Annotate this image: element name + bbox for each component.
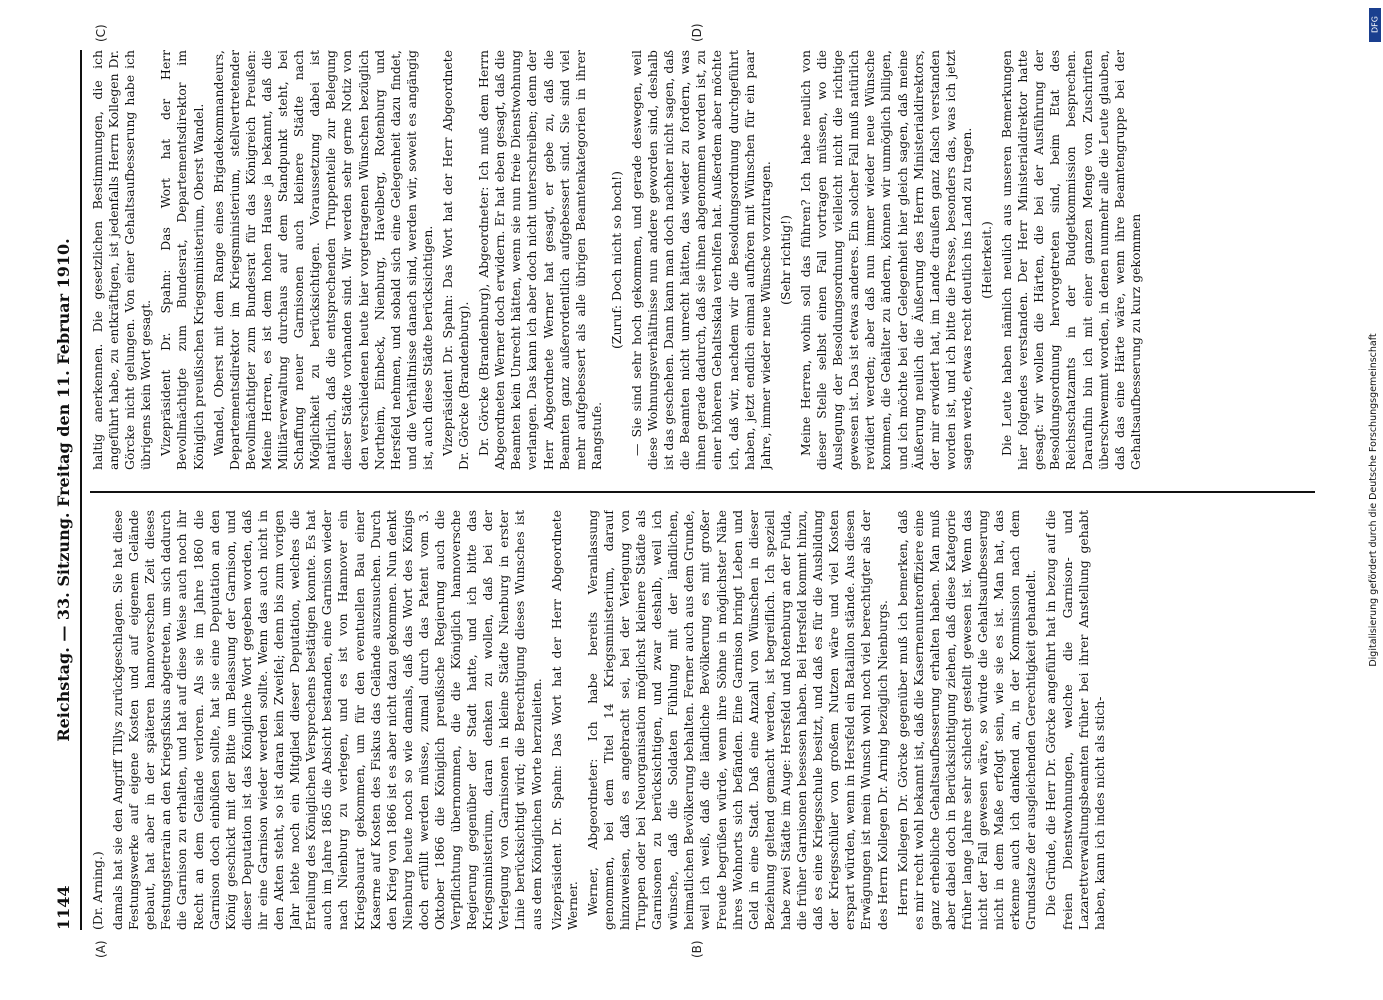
paragraph: Die Leute haben nämlich neulich aus unseren Bemerkungen hier folgendes verstanden. Der Herr Ministerialdirektor hatte gesagt: wir wollen die Härten, die bei der Ausführung der Besoldungsordnung hervorgetreten sind, beim Etat des Reichsschatzamts in der Budgetkommission besprechen. Daraufhin bin ich mit einer ganzen Menge von Zuschriften überschwemmt worden, in denen nunmehr alle die Leute glauben, daß das eine Härte wäre, wenn ihre Beamtengruppe bei der Gehaltsaufbesserung zu kurz gekommen xyxy=(999,50,1143,470)
left-column xyxy=(90,510,1315,930)
margin-marker-d: (D) xyxy=(690,23,704,42)
column-divider xyxy=(90,491,1315,493)
paragraph: Meine Herren, wohin soll das führen? Ich habe neulich von dieser Stelle selbst einen Fall vortragen müssen, wo die Auslegung der Besoldungsordnung vielleicht nicht die richtige gewesen ist. Das ist etwas anderes. Ein solcher Fall muß natürlich revidiert werden; aber daß nun immer wieder neue Wünsche kommen, die Gehälter zu ändern, können wir unmöglich billigen, und ich möchte bei der Gelegenheit hier gleich sagen, daß meine Äußerung neulich die Äußerung des Herrn Ministerialdirektors, der mir erwidert hat, im Lande draußen ganz falsch verstanden worden ist, und ich bitte die Presse, besonders das, was ich jetzt sagen werde, etwas recht deutlich ins Land zu tragen. xyxy=(797,50,974,470)
paragraph: damals hat sie den Angriff Tillys zurückgeschlagen. Sie hat diese Festungswerke auf eigene Kosten und auf eigenem Gelände gebaut, hat aber in der späteren hannoverschen Zeit dieses Festungsterrain an den Kriegsfiskus abgetreten, um sich dadurch die Garnison zu erhalten, und hat auf diese Weise auch noch ihr Recht an dem Gelände verloren. Als sie im Jahre 1860 die Garnison doch einbüßen sollte, hat sie eine Deputation an den König geschickt mit der Bitte um Belassung der Garnison, und dieser Deputation ist das Königliche Wort gegeben worden, daß ihr eine Garnison wieder werden sollte. Wenn das auch nicht in den Akten steht, so ist daran kein Zweifel; denn bis zum vorigen Jahr lebte noch ein Mitglied dieser Deputation, welches die Erteilung des Königlichen Versprechens bestätigen konnte. Es hat auch im Jahre 1865 die Absicht bestanden, eine Garnison wieder nach Nienburg zu verlegen, und es ist von Hannover ein Kriegsbaurat gekommen, um für den eventuellen Bau einer Kaserne auf Kosten des Fiskus das Gelände auszusuchen. Durch den Krieg von 1866 ist es aber nicht dazu gekommen. Nun denkt Nienburg heute noch so wie damals, daß das Wort des Königs doch erfüllt werden müsse, zumal durch das Patent vom 3. Oktober 1866 die Königlich preußische Regierung auch die Verpflichtung übernommen, die die Königlich hannoversche Regierung gegenüber der Stadt hatte, und ich bitte das Kriegsministerium, daran denken zu wollen, daß bei der Verlegung von Garnisonen in kleine Städte Nienburg in erster Linie berücksichtigt wird; die Berechtigung dieses Wunsches ist aus dem Königlichen Worte herzuleiten. xyxy=(110,510,544,930)
digitization-credit xyxy=(1366,10,1382,990)
margin-marker-a: (A) xyxy=(94,940,108,958)
dfg-logo-text: DFG xyxy=(1370,16,1380,33)
interjection: (Sehr richtig!) xyxy=(777,215,793,305)
page-number: 1144 xyxy=(54,885,73,930)
page-header xyxy=(50,50,82,930)
interjection: (Heiterkeit.) xyxy=(978,221,994,299)
speech-werner: Werner, Abgeordneter: Ich habe bereits Veranlassung genommen, bei dem Titel 14 Kriegsministerium, darauf hinzuweisen, daß es angebracht sei, bei der Verlegung von Truppen oder bei Neuorganisation möglichst kleinere Städte als Garnisonen zu berücksichtigen, und zwar deshalb, weil ich wünsche, daß die Soldaten Fühlung mit der ländlichen, heimatlichen Bevölkerung behalten. Ferner auch aus dem Grunde, weil ich weiß, daß die ländliche Bevölkerung es mit großer Freude begrüßen würde, wenn ihre Söhne in möglichster Nähe ihres Wohnorts sich befänden. Eine Garnison bringt Leben und Geld in eine Stadt. Daß eine Anzahl von Wünschen in dieser Beziehung geltend gemacht werden, ist begreiflich. Ich speziell habe zwei Städte im Auge: Hersfeld und Rotenburg an der Fulda, die früher Garnisonen besessen haben. Bei Hersfeld kommt hinzu, daß es eine Kriegsschule besitzt, und daß es für die Ausbildung der Kriegsschüler von großem Nutzen wäre und viel Kosten erspart würden, wenn in Hersfeld ein Bataillon stände. Aus diesen Erwägungen ist mein Wunsch wohl noch viel berechtigter als der des Herrn Kollegen Dr. Arning bezüglich Nienburgs. xyxy=(584,510,890,930)
paragraph: haltig anerkennen. Die gesetzlichen Bestimmungen, die ich angeführt habe, zu entkräftigen, ist jedenfalls Herrn Kollegen Dr. Görcke nicht gelungen. Von einer Gehaltsaufbesserung habe ich übrigens kein Wort gesagt. xyxy=(90,50,154,470)
vice-president-remark: Vizepräsident Dr. Spahn: Das Wort hat der Herr Abgeordnete Dr. Görcke (Brandenburg). xyxy=(439,50,472,470)
paragraph: — Sie sind sehr hoch gekommen, und gerade deswegen, weil diese Wohnungsverhältnisse nun andere geworden sind, deshalb ist das geschehen. Dann kann man doch nachher nicht sagen, daß die Beamten nicht unrecht hätten, das wieder zu fordern, was ihnen gerade dadurch, daß sie ihnen abgenommen worden ist, zu einer höheren Gehaltsskala verholfen hat. Außerdem aber möchte ich, daß wir, nachdem wir die Besoldungsordnung durchgeführt haben, jetzt endlich einmal aufhören mit Wünschen für ein paar Jahre, immer wieder neue Wünsche vorzutragen. xyxy=(629,50,773,470)
vice-president-remark: Vizepräsident Dr. Spahn: Das Wort hat der Herr Abgeordnete Werner. xyxy=(548,510,580,930)
right-column xyxy=(90,50,1315,470)
interjection: (Zuruf: Doch nicht so hoch!) xyxy=(608,171,624,349)
document-page xyxy=(50,23,1335,958)
margin-marker-b: (B) xyxy=(690,940,704,958)
speech-goercke: Dr. Görcke (Brandenburg), Abgeordneter: Ich muß dem Herrn Abgeordneten Werner doch erwidern. Er hat eben gesagt, daß die Beamten kein Unrecht hätten, wenn sie nun freie Dienstwohnung verlangen. Das kann ich aber doch nicht unterschreiben; denn der Herr Abgeordnete Werner hat gesagt, er gebe zu, daß die Beamten ganz außerordentlich aufgebessert sind. Sie sind viel mehr aufgebessert als alle übrigen Beamtenkategorien in ihrer Rangstufe. xyxy=(476,50,604,470)
speech-wandel: Wandel, Oberst mit dem Range eines Brigadekommandeurs, Departementsdirektor im Kriegsministerium, stellvertretender Bevollmächtigter zum Bundesrat für das Königreich Preußen: Meine Herren, es ist dem hohen Hause ja bekannt, daß die Militärverwaltung durchaus auf dem Standpunkt steht, bei Schaffung neuer Garnisonen auch kleinere Städte nach Möglichkeit zu berücksichtigen. Voraussetzung dabei ist natürlich, daß die entsprechenden Truppenteile zur Belegung dieser Städte vorhanden sind. Wir werden sehr gerne Notiz von den verschiedenen heute hier vorgetragenen Wünschen bezüglich Northeim, Einbeck, Nienburg, Havelberg, Rotenburg und Hersfeld nehmen, und sobald sich eine Gelegenheit dazu findet, und die Verhältnisse danach sind, werden wir, soweit es angängig ist, auch diese Städte berücksichtigen. xyxy=(210,50,435,470)
running-title: Reichstag. — 33. Sitzung. Freitag den 11. Februar 1910. xyxy=(54,238,73,742)
vice-president-remark: Vizepräsident Dr. Spahn: Das Wort hat der Herr Bevollmächtigte zum Bundesrat, Departementsdirektor im Königlich preußischen Kriegsministerium, Oberst Wandel. xyxy=(158,50,206,470)
speaker-note: (Dr. Arning.) xyxy=(90,851,105,930)
paragraph: Herrn Kollegen Dr. Görcke gegenüber muß ich bemerken, daß es mir recht wohl bekannt ist, daß die Kasernenunteroffiziere eine ganz erhebliche Gehaltsaufbesserung erhalten haben. Man muß aber dabei doch in Berücksichtigung ziehen, daß diese Kategorie früher lange Jahre sehr schlecht gestellt gewesen ist. Wenn das nicht der Fall gewesen wäre, so würde die Gehaltsaufbesserung nicht in dem Maße erfolgt sein, wie sie es ist. Man hat, das erkenne auch ich dankend an, in der Kommission nach dem Grundsatze der ausgleichenden Gerechtigkeit gehandelt. xyxy=(894,510,1039,930)
paragraph: Die Gründe, die Herr Dr. Görcke angeführt hat in bezug auf die freien Dienstwohnungen, welche die Garnison- und Lazarettverwaltungsbeamten früher bei ihrer Anstellung gehabt haben, kann ich indes nicht als stich- xyxy=(1043,510,1107,930)
margin-marker-c: (C) xyxy=(94,24,108,42)
credit-text: Digitalisierung gefördert durch die Deutsche Forschungsgemeinschaft xyxy=(1368,333,1379,667)
